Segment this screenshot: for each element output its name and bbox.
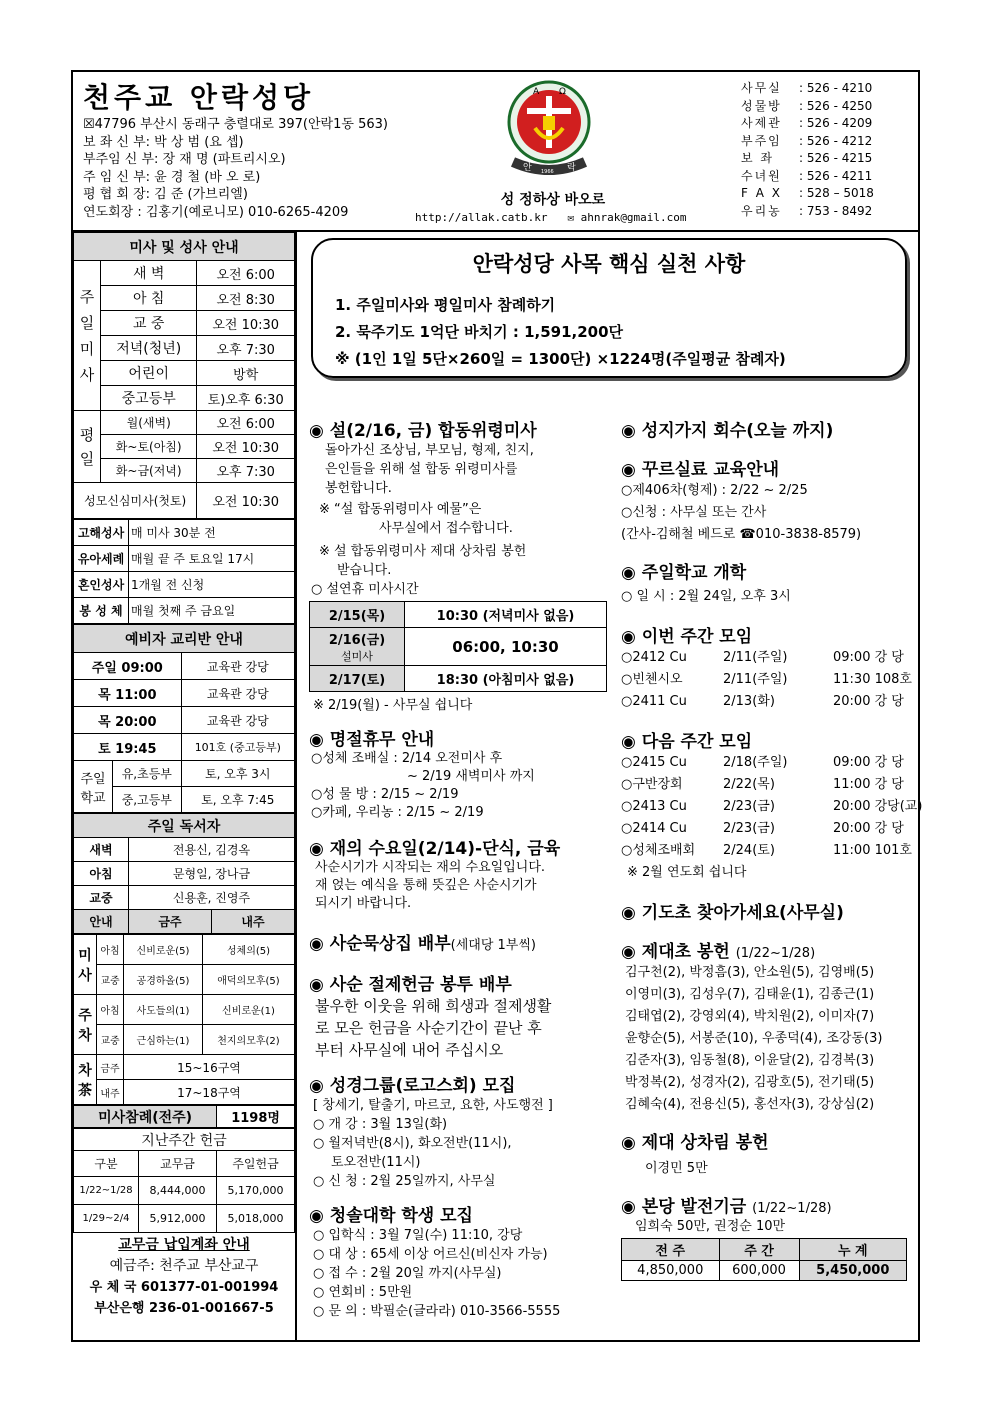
staff-line: 연도회장 : 김홍기(예로니모) 010-6265-4209 bbox=[83, 204, 349, 220]
address: ☒47796 부산시 동래구 충렬대로 397(안락1동 563) bbox=[83, 117, 388, 132]
mass-name: 새 벽 bbox=[101, 261, 197, 286]
phone-row: 사무실 : 526 - 4210 bbox=[741, 81, 873, 95]
mass-time: 오후 7:30 bbox=[197, 459, 295, 483]
sunday-school-label: 주일학교 bbox=[74, 761, 113, 813]
mass-name: 아 침 bbox=[101, 286, 197, 311]
bulletin-page bbox=[71, 70, 923, 1342]
bullet-icon: ◉ bbox=[621, 1133, 636, 1153]
parish-info bbox=[83, 116, 388, 221]
mass-schedule-table bbox=[73, 232, 295, 519]
section-sunday-school: ◉ 주일학교 개학 bbox=[621, 563, 747, 583]
bullet-icon: ◉ bbox=[309, 934, 324, 954]
staff-line: 주 임 신 부: 윤 경 철 (바 오 로) bbox=[83, 169, 261, 185]
bullet-icon: ◉ bbox=[621, 903, 636, 923]
meeting-row: ○2414 Cu 2/23(금) 20:00 강 당 bbox=[621, 821, 904, 836]
core-lines: 1. 주일미사와 평일미사 참례하기 2. 묵주기도 1억단 바치기 : 1,591,200단 ※ (1인 1일 5단×260일 = 1300단) ×1224명(주일평균 참례자) bbox=[335, 296, 786, 368]
section-closure: ◉ 명절휴무 안내 bbox=[309, 730, 435, 750]
phone-row: 사제관 : 526 - 4209 bbox=[741, 116, 873, 130]
logo-year: 1966 bbox=[541, 169, 554, 175]
mass-name: 중고등부 bbox=[101, 386, 197, 411]
section-senior: ◉ 청솔대학 학생 모집 bbox=[309, 1206, 473, 1226]
meeting-row: ○2412 Cu 2/11(주일) 09:00 강 당 bbox=[621, 650, 904, 665]
email-link[interactable]: ahnrak@gmail.com bbox=[580, 211, 687, 224]
mass-name: 화~토(아침) bbox=[101, 435, 197, 459]
mass-time: 토)오후 6:30 bbox=[197, 386, 295, 411]
bullet-icon: ◉ bbox=[309, 839, 324, 859]
left-sidebar bbox=[73, 232, 297, 1342]
bullet-icon: ◉ bbox=[621, 563, 636, 583]
sacrament-table: 고해성사 매 미사 30분 전 유아세례 매월 끝 주 토요일 17시 혼인성사 1개월 전 신청 봉 성 체 매월 첫째 주 금요일 bbox=[73, 519, 295, 624]
meeting-list bbox=[621, 647, 917, 713]
contact-urls bbox=[415, 211, 687, 224]
phone-directory bbox=[741, 80, 874, 220]
middle-column: ◉ 설(2/16, 금) 합동위령미사 돌아가신 조상님, 부모님, 형제, 친지, 은인들을 위해 설 합동 위령미사를 봉헌합니다. ※ “설 합동위령미사 예물”은 사무실에서 접수합니다. ※ 설 합동위령미사 제대 상차림 봉헌 받습니다. ○ 설연휴 미사시간 2/15(목) 10:30 (저녁미사 없음) 2/16(금) 설미사 06:00, 10:30 2/17(토) 18:30 (아침미사 없음) ※ 2/19(월) - 사무실 쉽니다 ◉ 명절휴무 안내 ○성체 조배실 : 2/14 오전미사 후 ~ 2/19 새벽미사 까지 ○성 물 방 : 2/15 ~ 2/19 ○카페, 우리농 : 2/15 ~ 2/19 ◉ 재의 수요일(2/14)-단식, 금육 사순시기가 시작되는 재의 수요일입니다. 재 얹는 예식을 통해 뜻깊은 사순시기가 되시기 바랍니다. ◉ 사순묵상집 배부(세대당 1부씩) ◉ 사순 절제헌금 봉투 배부 불우한 이웃을 위해 희생과 절제생활 로 모은 헌금을 사순기간이 끝난 후 부터 사무실에 내어 주십시오 ◉ 성경그룹(로고스회) 모집 [ 창세기, 탈출기, 마르코, 요한, 사도행전 ] ○ 개 강 : 3월 13일(화) ○ 월저녁반(8시), 화오전반(11시), 토오전반(11시) ○ 신 청 : 2월 25일까지, 사무실 ◉ 청솔대학 학생 모집 ○ 입학식 : 3월 7일(수) 11:10, 강당 ○ 대 상 : 65세 이상 어르신(비신자 가능) ○ 접 수 : 2월 20일 까지(사무실) ○ 연회비 : 5만원 ○ 문 의 : 박필순(글라라) 010-3566-5555 bbox=[309, 416, 609, 1321]
section-this-week: ◉ 이번 주간 모임 bbox=[621, 627, 753, 647]
bullet-icon: ◉ bbox=[621, 627, 636, 647]
meeting-row: ○2415 Cu 2/18(주일) 09:00 강 당 bbox=[621, 755, 904, 770]
collection-table: 지난주간 헌금 구분 교무금 주일헌금 1/22~1/28 8,444,000 5,170,000 1/29~2/4 5,912,000 5,018,000 bbox=[73, 1128, 295, 1233]
phone-row: 우리농 : 753 - 8492 bbox=[741, 203, 873, 218]
meeting-row: ○구반장회 2/22(목) 11:00 강 당 bbox=[621, 777, 904, 792]
fund-table: 전 주 주 간 누 계 4,850,000 600,000 5,450,000 bbox=[621, 1238, 907, 1281]
staff-line: 부주임 신 부: 장 재 명 (파트리시오) bbox=[83, 152, 286, 167]
attendance-table: 미사참례(전주) 1198명 bbox=[73, 1105, 295, 1128]
section-lent-book: ◉ 사순묵상집 배부(세대당 1부씩) bbox=[309, 934, 536, 954]
section-candle: ◉ 기도초 찾아가세요(사무실) bbox=[621, 903, 844, 923]
mass-time: 오전 10:30 bbox=[197, 435, 295, 459]
parish-title: 천주교 안락성당 bbox=[83, 81, 315, 114]
mass-name: 어린이 bbox=[101, 361, 197, 386]
account-info: 교무금 납입계좌 안내 예금주: 천주교 부산교구 우 체 국 601377-01-001994 부산은행 236-01-001667-5 bbox=[89, 1237, 279, 1316]
section-ash: ◉ 재의 수요일(2/14)-단식, 금육 bbox=[309, 839, 561, 859]
mass-time: 오전 10:30 bbox=[197, 483, 295, 519]
section-palm: ◉ 성지가지 회수(오늘 까지) bbox=[621, 421, 834, 441]
bullet-icon: ◉ bbox=[309, 421, 324, 441]
weekday-label: 평 일 bbox=[74, 411, 101, 483]
meeting-row: ○빈첸시오 2/11(주일) 11:30 108호 bbox=[621, 672, 912, 687]
bullet-icon: ◉ bbox=[621, 942, 636, 962]
section-bible: ◉ 성경그룹(로고스회) 모집 bbox=[309, 1076, 516, 1096]
bullet-icon: ◉ bbox=[621, 460, 636, 480]
readers-table: 주일 독서자 새벽 전용신, 김경옥 아침 문형일, 장나금 교중 신용훈, 진영주 안내 금주 내주 bbox=[73, 813, 295, 934]
core-title: 안락성당 사목 핵심 실천 사항 bbox=[472, 252, 746, 276]
bullet-icon: ◉ bbox=[621, 732, 636, 752]
staff-line: 평 협 회 장: 김 준 (가브리엘) bbox=[83, 187, 248, 202]
logo-alpha: A bbox=[533, 87, 540, 97]
logo-omega: Ω bbox=[559, 87, 566, 97]
bullet-icon: ◉ bbox=[309, 975, 324, 995]
section-altar-candle: ◉ 제대초 봉헌 (1/22~1/28) bbox=[621, 942, 816, 962]
mass-name: 화~금(저녁) bbox=[101, 459, 197, 483]
catechumen-table: 예비자 교리반 안내 주일 09:00 교육관 강당 목 11:00 교육관 강당 목 20:00 교육관 강당 토 19:45 101호 (중고등부) 주일학교 유,초등부 토, 오후 3시 중,고등부 토, 오후 7:45 bbox=[73, 624, 295, 813]
phone-row: F A X : 528 – 5018 bbox=[741, 186, 874, 200]
mass-title: 미사 및 성사 안내 bbox=[74, 233, 295, 261]
mass-name: 성모신심미사(첫토) bbox=[74, 483, 197, 519]
staff-line: 보 좌 신 부: 박 상 범 (요 셉) bbox=[83, 134, 244, 150]
homepage-link[interactable]: http://allak.catb.kr bbox=[415, 211, 548, 224]
section-cursillo: ◉ 꾸르실료 교육안내 bbox=[621, 460, 780, 480]
core-practice-box bbox=[311, 238, 907, 378]
logo-text-right: 락 bbox=[567, 163, 576, 173]
phone-row: 부주임 : 526 - 4212 bbox=[741, 133, 873, 148]
mass-time: 오전 6:00 bbox=[197, 411, 295, 435]
logo-text-left: 안 bbox=[523, 163, 532, 173]
mass-time: 오전 6:00 bbox=[197, 261, 295, 286]
section-fund: ◉ 본당 발전기금 (1/22~1/28) bbox=[621, 1197, 832, 1217]
bullet-icon: ◉ bbox=[621, 1197, 636, 1217]
mass-name: 저녁(청년) bbox=[101, 336, 197, 361]
mass-name: 교 중 bbox=[101, 311, 197, 336]
phone-row: 보 좌 : 526 - 4215 bbox=[741, 151, 873, 165]
meeting-list: ○2415 Cu 2/18(주일) 09:00 강 당 ○구반장회 2/22(목) 11:00 강 당 ○2413 Cu 2/23(금) 20:00 강당(교) ○2414 Cu 2/23(금) 20:00 강 당 ○성체조배회 2/24(토) 11:00 101호 ※ 2월 연도회 쉽니다 bbox=[621, 752, 917, 884]
meeting-row: ○2413 Cu 2/23(금) 20:00 강당(교) bbox=[621, 799, 923, 814]
section-seol: ◉ 설(2/16, 금) 합동위령미사 bbox=[309, 421, 537, 441]
mass-time: 오후 7:30 bbox=[197, 336, 295, 361]
bullet-icon: ◉ bbox=[309, 1206, 324, 1226]
guide-table: 미사 아침 신비로운(5) 성체의(5) 교중 공경하올(5) 애덕의모후(5) 주차 아침 사도들의(1) 신비로운(1) 교중 근심하는(1) 천지의모후(2) 차茶 금주 15~16구역 내주 17~18구역 bbox=[73, 934, 295, 1105]
section-lent-envelope: ◉ 사순 절제헌금 봉투 배부 bbox=[309, 975, 512, 995]
phone-row: 성물방 : 526 - 4250 bbox=[741, 98, 873, 113]
section-next-week: ◉ 다음 주간 모임 bbox=[621, 732, 753, 752]
parish-logo-icon bbox=[505, 78, 593, 182]
mail-icon: ✉ bbox=[567, 211, 574, 224]
mass-time: 오전 10:30 bbox=[197, 311, 295, 336]
sunday-label: 주 일 미 사 bbox=[74, 261, 101, 411]
meeting-row: ○성체조배회 2/24(토) 11:00 101호 bbox=[621, 843, 912, 858]
mass-time: 오전 8:30 bbox=[197, 286, 295, 311]
right-column: ◉ 성지가지 회수(오늘 까지) ◉ 꾸르실료 교육안내 ○제406차(형제) : 2/22 ~ 2/25 ○신청 : 사무실 또는 간사 (간사-김해철 베드로 ☎010-3838-8579) ◉ 주일학교 개학 ○ 일 시 : 2월 24일, 오후 3시 ◉ 이번 주간 모임 ○2412 Cu 2/11(주일) 09:00 강 당 ○빈첸시오 2/11(주일) 11:30 108호 ○2411 Cu 2/13(화) 20:00 강 당 ◉ 다음 주간 모임 ○2415 Cu 2/18(주일) 09:00 강 당 ○구반장회 2/22(목) 11:00 강 당 ○2413 Cu 2/23(금) 20:00 강당(교) ○2414 Cu 2/23(금) 20:00 강 당 ○성체조배회 2/24(토) 11:00 101호 ※ 2월 연도회 쉽니다 ◉ 기도초 찾아가세요(사무실) ◉ 제대초 봉헌 (1/22~1/28) 김구천(2), 박정흠(3), 안소원(5), 김영배(5) 이영미(3), 김성우(7), 김태윤(1), 김종근(1) 김태엽(2), 강영외(4), 박치원(2), 이미자(7) 윤향순(5), 서봉준(10), 우종덕(4), 조강동(3) 김준자(3), 임동철(8), 이윤달(2), 김경복(3) 박정복(2), 성경자(2), 김광호(5), 전기태(5) 김혜숙(4), 전용신(5), 홍선자(3), 강상심(2) ◉ 제대 상차림 봉헌 이경민 5만 ◉ 본당 발전기금 (1/22~1/28) 임희숙 50만, 권정순 10만 전 주 주 간 누 계 4,850,000 600,000 5,450,000 bbox=[621, 416, 917, 1281]
bullet-icon: ◉ bbox=[621, 421, 636, 441]
bullet-icon: ◉ bbox=[309, 730, 324, 750]
holiday-schedule-table: 2/15(목) 10:30 (저녁미사 없음) 2/16(금) 설미사 06:00, 10:30 2/17(토) 18:30 (아침미사 없음) bbox=[309, 601, 607, 692]
mass-time: 방학 bbox=[197, 361, 295, 386]
patron-saint: 성 정하상 바오로 bbox=[500, 192, 606, 208]
mass-name: 월(새벽) bbox=[101, 411, 197, 435]
meeting-row: ○2411 Cu 2/13(화) 20:00 강 당 bbox=[621, 694, 904, 709]
section-altar-offering: ◉ 제대 상차림 봉헌 bbox=[621, 1133, 769, 1153]
bullet-icon: ◉ bbox=[309, 1076, 324, 1096]
phone-row: 수녀원 : 526 - 4211 bbox=[741, 168, 873, 183]
